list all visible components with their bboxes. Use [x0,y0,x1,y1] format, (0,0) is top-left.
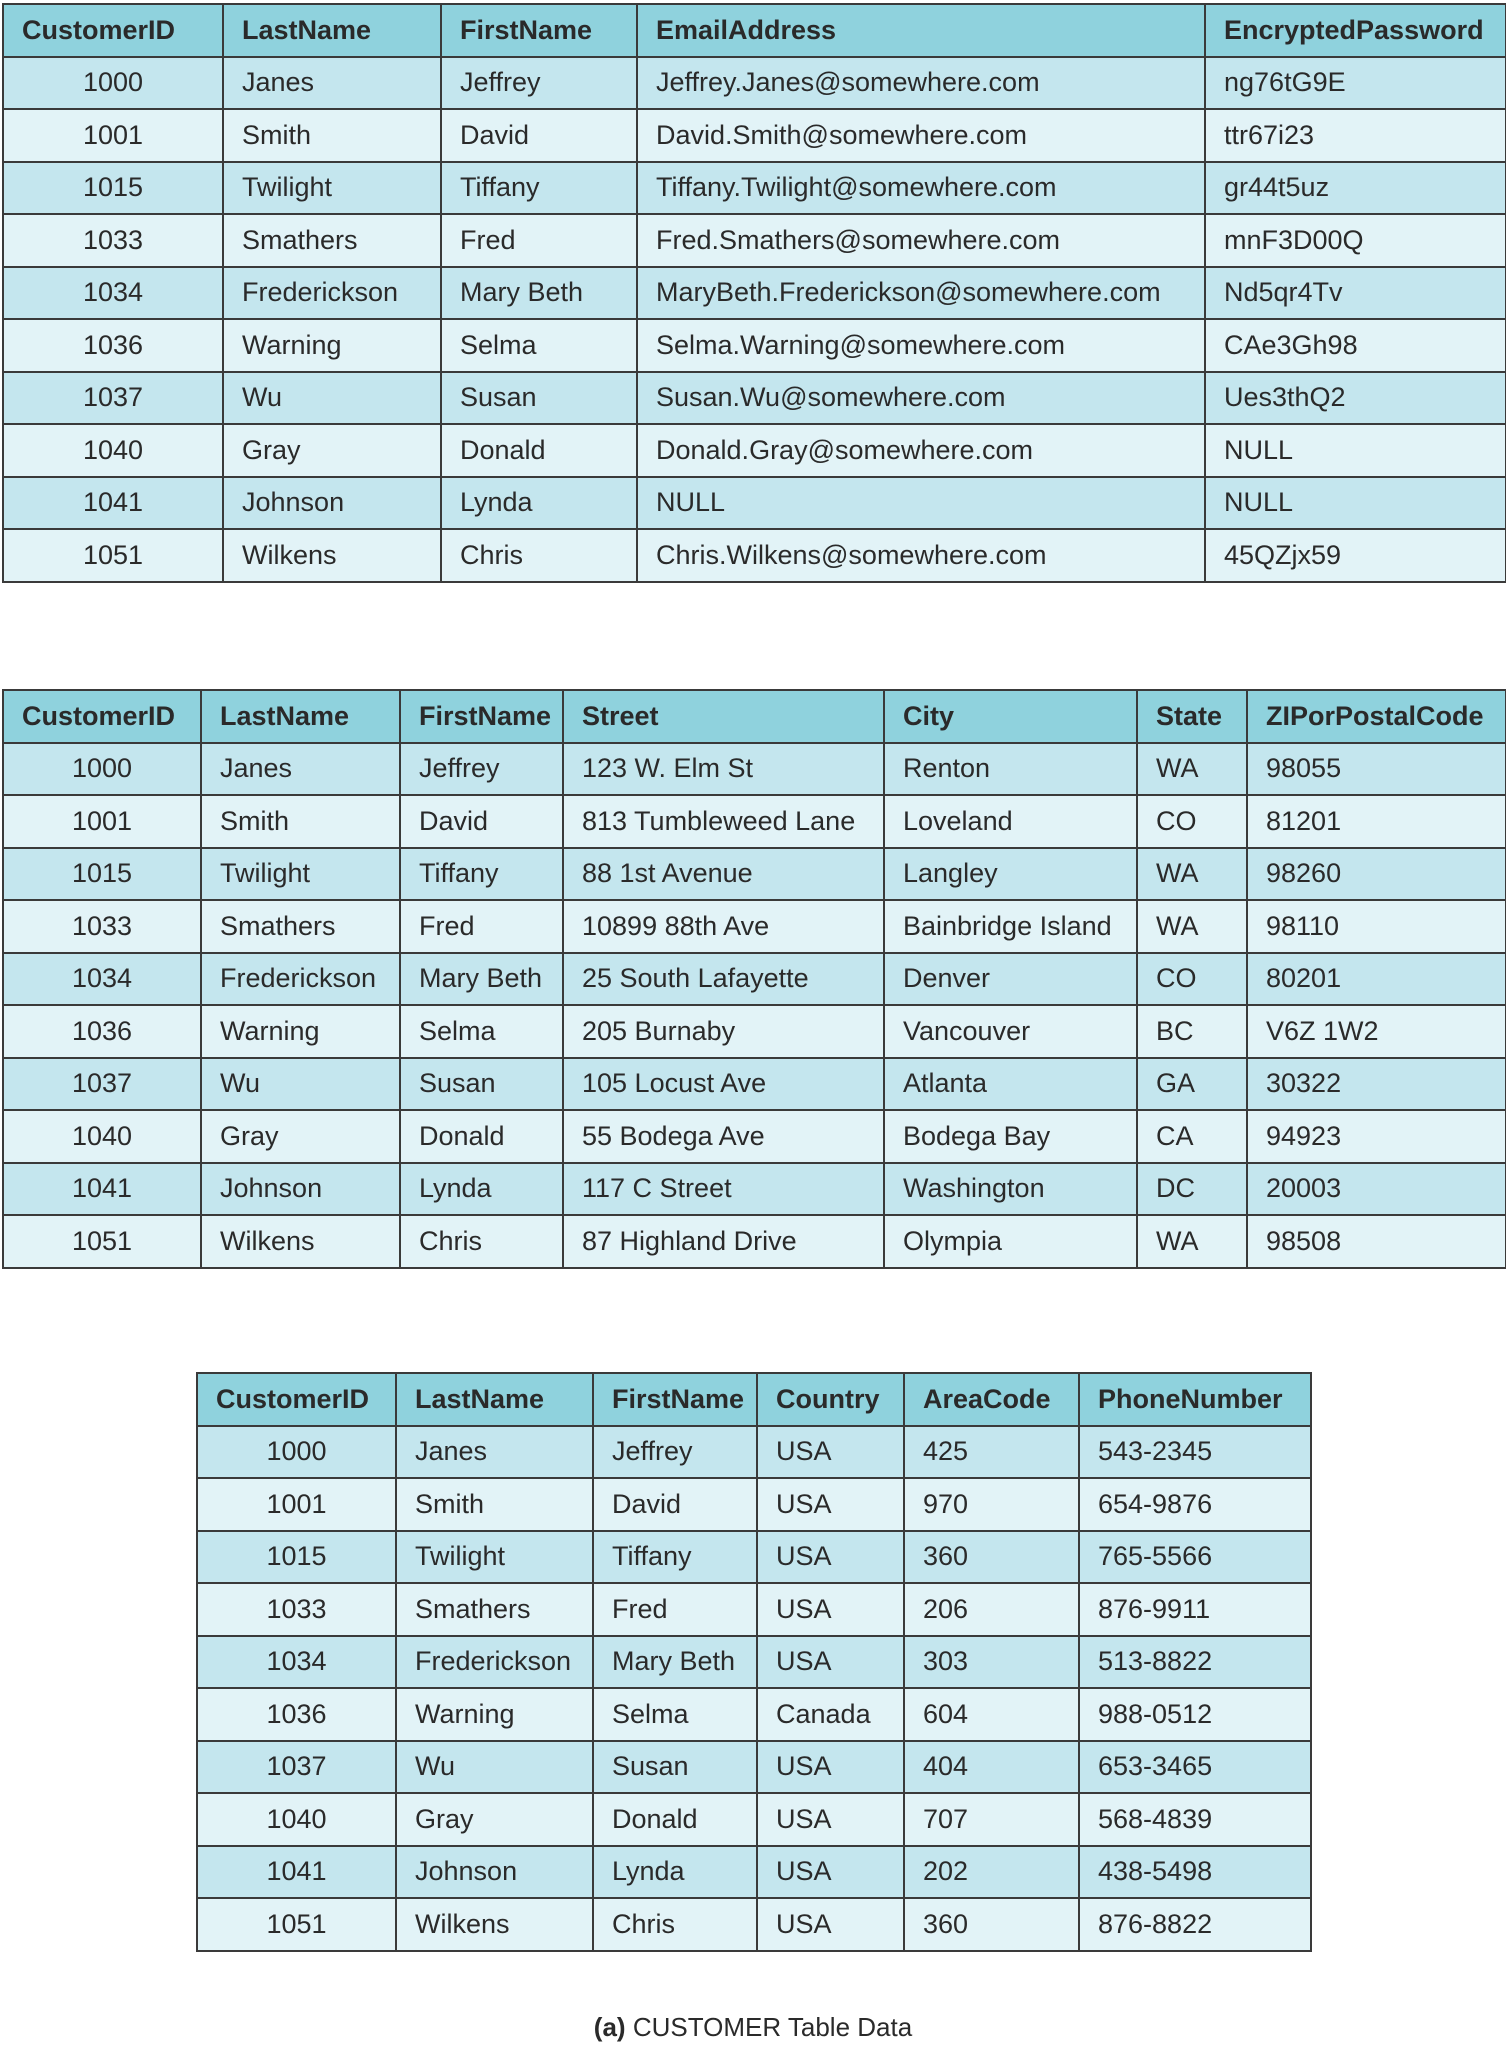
column-header: CustomerID [3,4,223,57]
table-row [3,267,1506,320]
table-row [197,1793,1311,1846]
table-cell: MaryBeth.Frederickson@somewhere.com [637,267,1205,320]
table-cell: Mary Beth [400,953,563,1006]
table-cell: Janes [396,1426,593,1479]
table-cell: Vancouver [884,1005,1137,1058]
table-cell: Nd5qr4Tv [1205,267,1506,320]
table-row [197,1898,1311,1951]
table-row [3,1005,1506,1058]
header-row [197,1373,1311,1426]
table-cell: USA [757,1793,904,1846]
table-cell: 970 [904,1478,1079,1531]
table-cell: Fred [441,214,637,267]
column-header: FirstName [400,690,563,743]
table-cell: 654-9876 [1079,1478,1311,1531]
table-cell: 94923 [1247,1110,1506,1163]
table-cell: 1001 [197,1478,396,1531]
table-cell: mnF3D00Q [1205,214,1506,267]
table-cell: 88 1st Avenue [563,848,884,901]
table-row [3,57,1506,110]
table-cell: Tiffany [441,162,637,215]
table-cell: NULL [637,477,1205,530]
table-cell: 30322 [1247,1058,1506,1111]
table-cell: Canada [757,1688,904,1741]
table-row [3,953,1506,1006]
table-cell: Janes [223,57,441,110]
table-cell: Lynda [441,477,637,530]
column-header: CustomerID [3,690,201,743]
table-cell: 1036 [3,319,223,372]
table-cell: Warning [223,319,441,372]
column-header: FirstName [593,1373,757,1426]
table-cell: Donald [441,424,637,477]
table-cell: 20003 [1247,1163,1506,1216]
table-cell: Smith [201,795,400,848]
table-row [3,1058,1506,1111]
column-header: LastName [201,690,400,743]
table-cell: 404 [904,1741,1079,1794]
table-cell: 1037 [197,1741,396,1794]
table-cell: 1000 [197,1426,396,1479]
customer-phone-table [196,1372,1312,1952]
table-cell: 1033 [3,900,201,953]
table-cell: 360 [904,1898,1079,1951]
table-cell: Ues3thQ2 [1205,372,1506,425]
table-row [3,424,1506,477]
table-cell: gr44t5uz [1205,162,1506,215]
table-cell: 303 [904,1636,1079,1689]
table-cell: Wilkens [201,1215,400,1268]
column-header: State [1137,690,1247,743]
table-cell: Smith [223,109,441,162]
table-row [3,900,1506,953]
column-header: Country [757,1373,904,1426]
column-header: EncryptedPassword [1205,4,1506,57]
table-cell: 1034 [197,1636,396,1689]
table-row [3,109,1506,162]
table-cell: 1000 [3,743,201,796]
column-header: CustomerID [197,1373,396,1426]
table-cell: 1051 [197,1898,396,1951]
table-cell: Frederickson [201,953,400,1006]
table-cell: Wilkens [396,1898,593,1951]
table-cell: WA [1137,1215,1247,1268]
table-cell: Mary Beth [441,267,637,320]
table-cell: 1015 [3,848,201,901]
table-cell: Bainbridge Island [884,900,1137,953]
table-cell: Renton [884,743,1137,796]
table-cell: Gray [201,1110,400,1163]
figure-caption [0,2012,1506,2043]
table-cell: Twilight [223,162,441,215]
caption-label: (a) [593,2012,626,2042]
table-row [197,1478,1311,1531]
table-cell: 1040 [3,1110,201,1163]
table-cell: 1015 [197,1531,396,1584]
header-row [3,690,1506,743]
table-cell: Selma [593,1688,757,1741]
column-header: City [884,690,1137,743]
table-cell: USA [757,1583,904,1636]
table-cell: 202 [904,1846,1079,1899]
table-cell: Olympia [884,1215,1137,1268]
table-cell: USA [757,1741,904,1794]
table-cell: Jeffrey [400,743,563,796]
table-cell: Twilight [396,1531,593,1584]
table-cell: USA [757,1846,904,1899]
table-cell: Smathers [201,900,400,953]
table-cell: 25 South Lafayette [563,953,884,1006]
table-cell: 604 [904,1688,1079,1741]
table-row [3,372,1506,425]
table-cell: 1051 [3,529,223,582]
table-cell: 1051 [3,1215,201,1268]
table-row [197,1741,1311,1794]
table-cell: 1041 [3,1163,201,1216]
table-cell: Donald [400,1110,563,1163]
table-row [3,743,1506,796]
table-cell: Frederickson [396,1636,593,1689]
table-cell: Tiffany [400,848,563,901]
table-cell: 568-4839 [1079,1793,1311,1846]
column-header: ZIPorPostalCode [1247,690,1506,743]
table-cell: GA [1137,1058,1247,1111]
column-header: Street [563,690,884,743]
table-cell: Atlanta [884,1058,1137,1111]
column-header: LastName [396,1373,593,1426]
table-cell: Chris.Wilkens@somewhere.com [637,529,1205,582]
table-cell: Lynda [593,1846,757,1899]
table-row [3,848,1506,901]
column-header: PhoneNumber [1079,1373,1311,1426]
table-cell: Wu [223,372,441,425]
table-cell: 813 Tumbleweed Lane [563,795,884,848]
table-cell: Chris [593,1898,757,1951]
header-row [3,4,1506,57]
table-row [197,1531,1311,1584]
table-cell: CO [1137,795,1247,848]
table-cell: 438-5498 [1079,1846,1311,1899]
table-cell: David [593,1478,757,1531]
table-cell: 80201 [1247,953,1506,1006]
table-cell: 87 Highland Drive [563,1215,884,1268]
table-cell: 206 [904,1583,1079,1636]
table-cell: Donald.Gray@somewhere.com [637,424,1205,477]
table-cell: Donald [593,1793,757,1846]
table-cell: 543-2345 [1079,1426,1311,1479]
table-cell: Lynda [400,1163,563,1216]
table-cell: Chris [441,529,637,582]
table-cell: 1036 [3,1005,201,1058]
table-cell: Jeffrey [441,57,637,110]
table-cell: ttr67i23 [1205,109,1506,162]
table-row [3,162,1506,215]
table-cell: BC [1137,1005,1247,1058]
table-cell: 1000 [3,57,223,110]
table-cell: David [441,109,637,162]
table-cell: WA [1137,848,1247,901]
table-row [197,1846,1311,1899]
table-cell: 360 [904,1531,1079,1584]
table-row [3,795,1506,848]
table-row [3,214,1506,267]
table-cell: 45QZjx59 [1205,529,1506,582]
table-cell: Johnson [396,1846,593,1899]
table-cell: ng76tG9E [1205,57,1506,110]
column-header: EmailAddress [637,4,1205,57]
table-cell: Warning [201,1005,400,1058]
table-cell: 1015 [3,162,223,215]
table-cell: CAe3Gh98 [1205,319,1506,372]
table-cell: Loveland [884,795,1137,848]
table-cell: 123 W. Elm St [563,743,884,796]
table-cell: DC [1137,1163,1247,1216]
table-cell: David.Smith@somewhere.com [637,109,1205,162]
table-cell: 1040 [197,1793,396,1846]
column-header: FirstName [441,4,637,57]
table-cell: Twilight [201,848,400,901]
table-row [197,1583,1311,1636]
table-cell: Mary Beth [593,1636,757,1689]
table-cell: Washington [884,1163,1137,1216]
table-cell: USA [757,1636,904,1689]
table-cell: Tiffany.Twilight@somewhere.com [637,162,1205,215]
table-cell: 1040 [3,424,223,477]
table-cell: 876-8822 [1079,1898,1311,1951]
table-cell: Smathers [223,214,441,267]
table-cell: NULL [1205,424,1506,477]
table-row [197,1426,1311,1479]
table-cell: Chris [400,1215,563,1268]
table-cell: 1001 [3,795,201,848]
table-cell: Johnson [223,477,441,530]
table-cell: 117 C Street [563,1163,884,1216]
table-cell: Susan.Wu@somewhere.com [637,372,1205,425]
table-cell: 10899 88th Ave [563,900,884,953]
table-cell: 81201 [1247,795,1506,848]
table-cell: Fred.Smathers@somewhere.com [637,214,1205,267]
table-cell: 205 Burnaby [563,1005,884,1058]
table-cell: Selma [400,1005,563,1058]
table-cell: 876-9911 [1079,1583,1311,1636]
table-cell: 1001 [3,109,223,162]
table-cell: USA [757,1426,904,1479]
table-cell: Smith [396,1478,593,1531]
table-cell: 1037 [3,372,223,425]
table-cell: USA [757,1478,904,1531]
table-cell: Selma [441,319,637,372]
table-cell: Janes [201,743,400,796]
table-cell: 1034 [3,953,201,1006]
table-cell: 425 [904,1426,1079,1479]
customer-email-table [2,3,1506,583]
table-row [3,1215,1506,1268]
table-cell: USA [757,1531,904,1584]
table-cell: 1034 [3,267,223,320]
table-cell: Jeffrey.Janes@somewhere.com [637,57,1205,110]
table-cell: 513-8822 [1079,1636,1311,1689]
table-cell: 98508 [1247,1215,1506,1268]
table-cell: Gray [396,1793,593,1846]
table-cell: USA [757,1898,904,1951]
table-row [3,1110,1506,1163]
table-row [3,529,1506,582]
table-cell: 1036 [197,1688,396,1741]
table-cell: Wilkens [223,529,441,582]
table-cell: Selma.Warning@somewhere.com [637,319,1205,372]
table-cell: David [400,795,563,848]
table-cell: 1041 [3,477,223,530]
table-cell: Warning [396,1688,593,1741]
table-cell: Wu [396,1741,593,1794]
table-cell: 1041 [197,1846,396,1899]
table-row [197,1688,1311,1741]
table-cell: CO [1137,953,1247,1006]
table-cell: CA [1137,1110,1247,1163]
table-cell: 1037 [3,1058,201,1111]
table-cell: 98055 [1247,743,1506,796]
table-cell: Johnson [201,1163,400,1216]
table-row [3,319,1506,372]
column-header: LastName [223,4,441,57]
table-cell: 707 [904,1793,1079,1846]
table-cell: Frederickson [223,267,441,320]
table-cell: Langley [884,848,1137,901]
table-cell: 988-0512 [1079,1688,1311,1741]
table-cell: Susan [593,1741,757,1794]
table-cell: Susan [400,1058,563,1111]
table-row [197,1636,1311,1689]
table-cell: 653-3465 [1079,1741,1311,1794]
table-cell: Jeffrey [593,1426,757,1479]
table-cell: Denver [884,953,1137,1006]
table-cell: 1033 [3,214,223,267]
table-cell: Gray [223,424,441,477]
table-cell: 55 Bodega Ave [563,1110,884,1163]
table-cell: 98110 [1247,900,1506,953]
table-cell: Susan [441,372,637,425]
table-cell: Bodega Bay [884,1110,1137,1163]
table-row [3,477,1506,530]
table-cell: 98260 [1247,848,1506,901]
table-cell: 1033 [197,1583,396,1636]
table-cell: 105 Locust Ave [563,1058,884,1111]
customer-address-table [2,689,1506,1269]
table-cell: WA [1137,743,1247,796]
table-cell: Wu [201,1058,400,1111]
table-cell: V6Z 1W2 [1247,1005,1506,1058]
table-cell: Fred [593,1583,757,1636]
table-cell: WA [1137,900,1247,953]
table-row [3,1163,1506,1216]
column-header: AreaCode [904,1373,1079,1426]
table-cell: NULL [1205,477,1506,530]
table-cell: Fred [400,900,563,953]
table-cell: Smathers [396,1583,593,1636]
table-cell: Tiffany [593,1531,757,1584]
table-cell: 765-5566 [1079,1531,1311,1584]
caption-text: CUSTOMER Table Data [632,2012,913,2042]
